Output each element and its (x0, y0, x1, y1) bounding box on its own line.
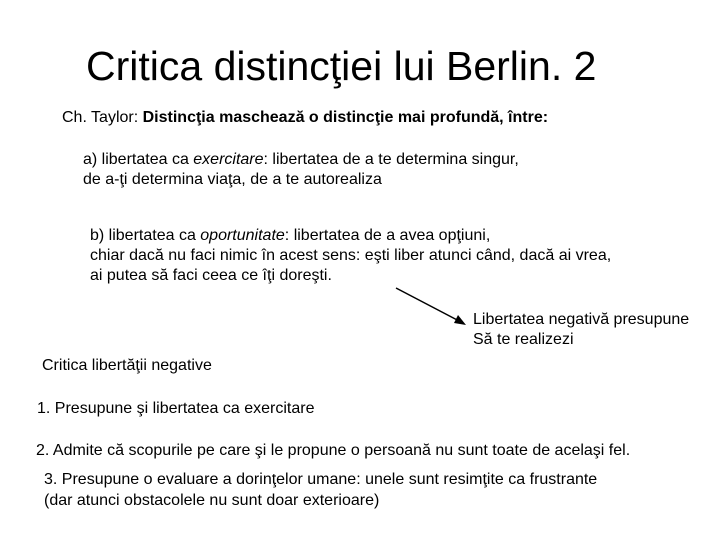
slide-title: Critica distincţiei lui Berlin. 2 (86, 43, 597, 89)
intro-claim: Distincţia maschează o distincţie mai profundă, între: (142, 109, 549, 126)
critique-point-3-line1: 3. Presupune o evaluare a dorinţelor umane: unele sunt resimţite ca frustrante (44, 471, 598, 488)
arrow-head (454, 315, 466, 325)
item-b-prefix: b) libertatea ca (90, 227, 201, 244)
item-b-rest: : libertatea de a avea opţiuni, (284, 227, 491, 244)
item-a-line2: de a-ţi determina viaţa, de a te autorealiza (83, 171, 382, 188)
critique-heading: Critica libertăţii negative (42, 357, 212, 374)
note-line1: Libertatea negativă presupune (473, 311, 690, 328)
item-a-term: exercitare (193, 151, 264, 168)
critique-point-3-line2: (dar atunci obstacolele nu sunt doar exterioare) (44, 492, 380, 509)
intro-author: Ch. Taylor: (62, 109, 143, 126)
critique-point-2: 2. Admite că scopurile pe care şi le propune o persoană nu sunt toate de acelaşi fel. (36, 442, 631, 459)
item-b-line3: ai putea să faci ceea ce îţi doreşti. (90, 267, 332, 284)
note-line2: Să te realizezi (473, 331, 574, 348)
item-a-rest: : libertatea de a te determina singur, (263, 151, 519, 168)
item-a-prefix: a) libertatea ca (83, 151, 194, 168)
arrow-line (396, 288, 461, 322)
item-b-term: oportunitate (200, 227, 285, 244)
critique-point-1: 1. Presupune şi libertatea ca exercitare (37, 400, 315, 417)
item-b-line2: chiar dacă nu faci nimic în acest sens: eşti liber atunci când, dacă ai vrea, (90, 247, 612, 264)
